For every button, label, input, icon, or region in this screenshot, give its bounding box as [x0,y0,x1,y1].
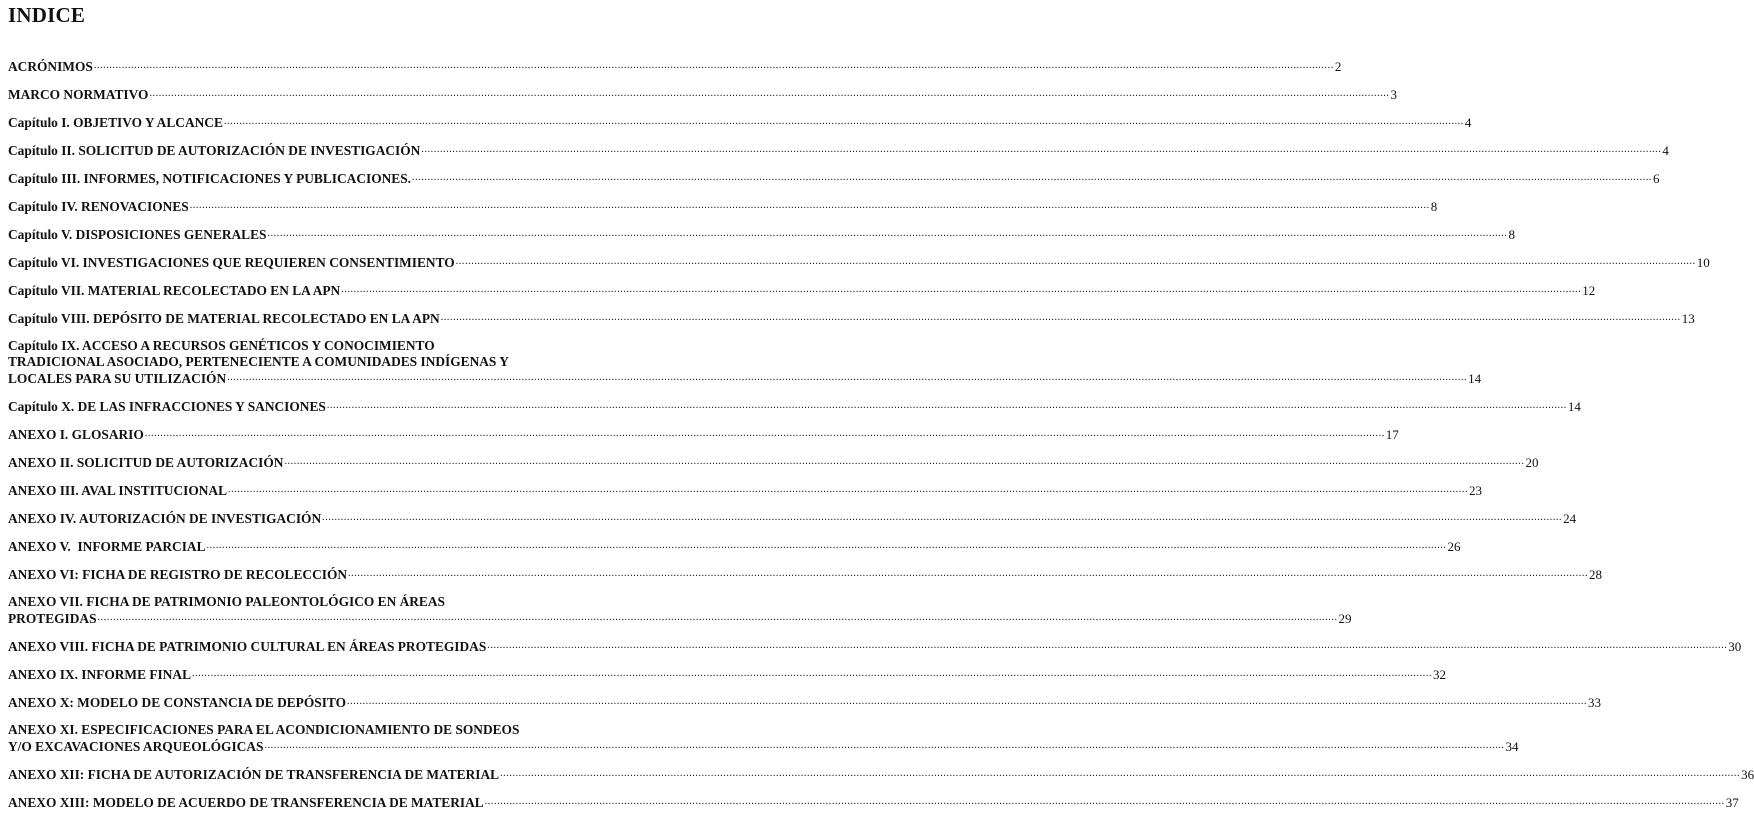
toc-entry-title: ANEXO IX. INFORME FINAL [8,667,192,682]
toc-entry[interactable] [8,142,1669,159]
toc-page-number: 30 [1728,639,1742,654]
toc-entry[interactable] [8,254,1710,271]
toc-entry-title: Capítulo X. DE LAS INFRACCIONES Y SANCIONES [8,399,326,414]
toc-entry[interactable] [8,170,1660,187]
toc-page-number: 6 [1653,171,1660,186]
dot-leader: ................................................................................................................................................................................................................................................................................................................................................................................................................ [206,540,1447,551]
toc-entry-title: ANEXO V. INFORME PARCIAL [8,539,206,554]
dot-leader: ................................................................................................................................................................................................................................................................................................................................................................................................................ [341,284,1582,295]
toc-entry-title: Capítulo I. OBJETIVO Y ALCANCE [8,115,223,130]
toc-entry[interactable] [8,538,1461,555]
dot-leader: ................................................................................................................................................................................................................................................................................................................................................................................................................ [149,88,1390,99]
toc-entry-title: Capítulo VI. INVESTIGACIONES QUE REQUIEREN CONSENTIMIENTO [8,255,455,270]
toc-entry-title-line: TRADICIONAL ASOCIADO, PERTENECIENTE A COMUNIDADES INDÍGENAS Y [8,354,509,369]
dot-leader: ................................................................................................................................................................................................................................................................................................................................................................................................................ [484,796,1725,807]
dot-leader: ................................................................................................................................................................................................................................................................................................................................................................................................................ [264,740,1505,751]
toc-page-number: 8 [1508,227,1515,242]
toc-entry[interactable] [8,794,1739,811]
toc-entry[interactable] [8,198,1438,215]
toc-entry-title: ANEXO II. SOLICITUD DE AUTORIZACIÓN [8,455,284,470]
toc-page-number: 36 [1741,767,1754,782]
dot-leader: ................................................................................................................................................................................................................................................................................................................................................................................................................ [487,640,1728,651]
toc-entry-title: ANEXO XII: FICHA DE AUTORIZACIÓN DE TRANSFERENCIA DE MATERIAL [8,767,500,782]
dot-leader: ................................................................................................................................................................................................................................................................................................................................................................................................................ [189,200,1430,211]
toc-page-number: 20 [1525,455,1539,470]
toc-entry-title: Capítulo III. INFORMES, NOTIFICACIONES Y PUBLICACIONES. [8,171,412,186]
toc-page-number: 29 [1338,611,1352,626]
toc-entry[interactable] [8,638,1742,655]
dot-leader: ................................................................................................................................................................................................................................................................................................................................................................................................................ [412,172,1653,183]
dot-leader: ................................................................................................................................................................................................................................................................................................................................................................................................................ [440,312,1681,323]
toc-page-number: 28 [1589,567,1603,582]
toc-entry[interactable] [8,594,1352,627]
toc-entry-title-line: ANEXO VII. FICHA DE PATRIMONIO PALEONTOLÓGICO EN ÁREAS [8,594,445,609]
index-title: INDICE [8,3,86,27]
toc-entry-title: Capítulo IV. RENOVACIONES [8,199,189,214]
toc-entry-title: ANEXO X: MODELO DE CONSTANCIA DE DEPÓSITO [8,695,347,710]
toc-entry-title: Y/O EXCAVACIONES ARQUEOLÓGICAS [8,739,264,754]
toc-entry-title-line: ANEXO XI. ESPECIFICACIONES PARA EL ACONDICIONAMIENTO DE SONDEOS [8,722,520,737]
dot-leader: ................................................................................................................................................................................................................................................................................................................................................................................................................ [421,144,1662,155]
toc-entry-title: ANEXO VIII. FICHA DE PATRIMONIO CULTURAL EN ÁREAS PROTEGIDAS [8,639,487,654]
toc-entry-title-line: Capítulo IX. ACCESO A RECURSOS GENÉTICOS Y CONOCIMIENTO [8,338,435,353]
toc-page-number: 26 [1447,539,1461,554]
dot-leader: ................................................................................................................................................................................................................................................................................................................................................................................................................ [267,228,1508,239]
toc-entry-title: ACRÓNIMOS [8,59,93,74]
toc-entry[interactable] [8,282,1596,299]
dot-leader: ................................................................................................................................................................................................................................................................................................................................................................................................................ [93,60,1334,71]
toc-entry-title: Capítulo V. DISPOSICIONES GENERALES [8,227,267,242]
dot-leader: ................................................................................................................................................................................................................................................................................................................................................................................................................ [347,696,1588,707]
toc-page-number: 37 [1725,795,1739,810]
toc-entry[interactable] [8,722,1519,755]
toc-entry[interactable] [8,226,1515,243]
dot-leader: ................................................................................................................................................................................................................................................................................................................................................................................................................ [192,668,1433,679]
toc-entry-title: LOCALES PARA SU UTILIZACIÓN [8,371,227,386]
dot-leader: ................................................................................................................................................................................................................................................................................................................................................................................................................ [228,484,1469,495]
dot-leader: ................................................................................................................................................................................................................................................................................................................................................................................................................ [284,456,1525,467]
toc-entry[interactable] [8,58,1342,75]
dot-leader: ................................................................................................................................................................................................................................................................................................................................................................................................................ [223,116,1464,127]
toc-entry-title: ANEXO XIII: MODELO DE ACUERDO DE TRANSFERENCIA DE MATERIAL [8,795,484,810]
toc-entry-title: Capítulo II. SOLICITUD DE AUTORIZACIÓN DE INVESTIGACIÓN [8,143,421,158]
toc-page-number: 14 [1567,399,1581,414]
toc-entry[interactable] [8,666,1447,683]
dot-leader: ................................................................................................................................................................................................................................................................................................................................................................................................................ [144,428,1385,439]
toc-entry[interactable] [8,86,1397,103]
toc-page-number: 10 [1696,255,1710,270]
toc-page-number: 2 [1334,59,1342,74]
toc-entry-title: ANEXO VI: FICHA DE REGISTRO DE RECOLECCIÓN [8,567,348,582]
toc-entry[interactable] [8,482,1483,499]
toc-page-number: 13 [1681,311,1695,326]
toc-entry[interactable] [8,566,1603,583]
dot-leader: ................................................................................................................................................................................................................................................................................................................................................................................................................ [326,400,1567,411]
toc-entry[interactable] [8,426,1399,443]
toc-page-number: 4 [1662,143,1669,158]
table-of-contents [8,58,1754,822]
toc-page-number: 34 [1505,739,1519,754]
toc-entry-title: PROTEGIDAS [8,611,97,626]
dot-leader: ................................................................................................................................................................................................................................................................................................................................................................................................................ [227,372,1468,383]
dot-leader: ................................................................................................................................................................................................................................................................................................................................................................................................................ [97,612,1338,623]
toc-page-number: 3 [1390,87,1397,102]
toc-entry-title: Capítulo VII. MATERIAL RECOLECTADO EN LA APN [8,283,341,298]
toc-entry[interactable] [8,338,1482,387]
toc-page-number: 8 [1430,199,1438,214]
toc-page-number: 23 [1469,483,1483,498]
toc-entry[interactable] [8,310,1695,327]
toc-page-number: 12 [1582,283,1596,298]
toc-page-number: 24 [1563,511,1577,526]
toc-entry[interactable] [8,114,1472,131]
toc-entry-title: MARCO NORMATIVO [8,87,149,102]
toc-page-number: 4 [1464,115,1472,130]
dot-leader: ................................................................................................................................................................................................................................................................................................................................................................................................................ [500,768,1741,779]
toc-entry[interactable] [8,510,1577,527]
dot-leader: ................................................................................................................................................................................................................................................................................................................................................................................................................ [322,512,1563,523]
toc-page-number: 33 [1588,695,1602,710]
dot-leader: ................................................................................................................................................................................................................................................................................................................................................................................................................ [348,568,1589,579]
toc-entry-title: Capítulo VIII. DEPÓSITO DE MATERIAL RECOLECTADO EN LA APN [8,311,440,326]
toc-entry-title: ANEXO IV. AUTORIZACIÓN DE INVESTIGACIÓN [8,511,322,526]
toc-entry[interactable] [8,454,1539,471]
toc-page-number: 14 [1468,371,1482,386]
toc-page-number: 32 [1433,667,1447,682]
toc-entry[interactable] [8,694,1602,711]
toc-entry-title: ANEXO I. GLOSARIO [8,427,144,442]
toc-page-number: 17 [1385,427,1399,442]
toc-entry[interactable] [8,398,1581,415]
toc-entry[interactable] [8,766,1754,783]
toc-entry-title: ANEXO III. AVAL INSTITUCIONAL [8,483,228,498]
dot-leader: ................................................................................................................................................................................................................................................................................................................................................................................................................ [455,256,1696,267]
